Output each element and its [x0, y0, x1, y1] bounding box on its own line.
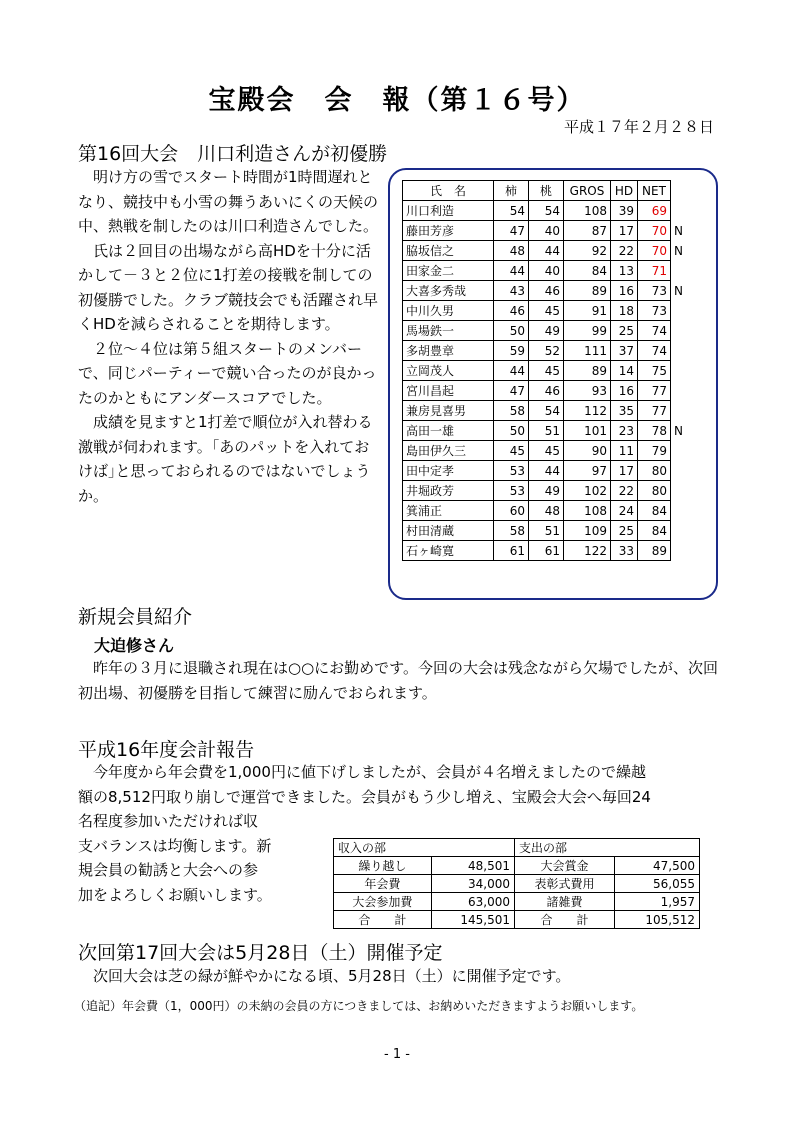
player-name: 多胡豊章 — [403, 341, 494, 361]
player-name: 兼房見喜男 — [403, 401, 494, 421]
score-gros: 93 — [564, 381, 611, 401]
score-gros: 84 — [564, 261, 611, 281]
score-flag: N — [674, 423, 683, 438]
score-net: 78 — [638, 421, 671, 441]
score-momo: 40 — [529, 221, 564, 241]
accounting-line: 規会員の勧誘と大会への参 — [78, 861, 259, 879]
player-name: 大喜多秀哉 — [403, 281, 494, 301]
accounting-line: 額の8,512円取り崩しで運営できました。会員がもう少し増え、宝殿会大会へ毎回24 — [78, 787, 651, 806]
score-gros: 99 — [564, 321, 611, 341]
score-kaki: 47 — [494, 381, 529, 401]
score-flag — [671, 501, 696, 521]
score-row — [403, 381, 696, 401]
score-hd: 24 — [611, 501, 638, 521]
score-gros: 112 — [564, 401, 611, 421]
accounting-row — [334, 893, 700, 911]
score-net: 79 — [638, 441, 671, 461]
score-kaki: 50 — [494, 421, 529, 441]
score-flag — [671, 261, 696, 281]
income-label: 大会参加費 — [334, 893, 432, 911]
score-kaki: 48 — [494, 241, 529, 261]
player-name: 田家金二 — [403, 261, 494, 281]
score-gros: 102 — [564, 481, 611, 501]
score-net: 69 — [638, 201, 671, 221]
score-row — [403, 481, 696, 501]
score-momo: 49 — [529, 321, 564, 341]
score-table-frame — [388, 168, 718, 600]
score-momo: 51 — [529, 521, 564, 541]
score-flag — [671, 381, 696, 401]
score-kaki: 53 — [494, 461, 529, 481]
score-net: 74 — [638, 321, 671, 341]
new-member-text-wrap — [78, 656, 718, 705]
score-net: 80 — [638, 481, 671, 501]
score-net: 73 — [638, 281, 671, 301]
score-kaki: 43 — [494, 281, 529, 301]
new-member-text: 昨年の３月に退職され現在は○○にお勤めです。今回の大会は残念ながら欠場でしたが、次回初出場、初優勝を目指して練習に励んでおられます。 — [78, 659, 718, 702]
score-kaki: 50 — [494, 321, 529, 341]
score-kaki: 44 — [494, 361, 529, 381]
score-net: 80 — [638, 461, 671, 481]
score-flag — [671, 321, 696, 341]
score-hd: 16 — [611, 381, 638, 401]
score-net: 75 — [638, 361, 671, 381]
article-paragraph: 氏は２回目の出場ながら高HDを十分に活かして－３と２位に1打差の接戦を制しての初優勝でした。クラブ競技会でも活躍され早くHDを減らされることを期待します。 — [78, 241, 379, 333]
score-hd: 13 — [611, 261, 638, 281]
score-momo: 45 — [529, 361, 564, 381]
score-hd: 17 — [611, 461, 638, 481]
income-value: 145,501 — [431, 911, 514, 929]
score-row — [403, 261, 696, 281]
score-momo: 46 — [529, 381, 564, 401]
score-kaki: 44 — [494, 261, 529, 281]
score-net: 74 — [638, 341, 671, 361]
score-momo: 45 — [529, 301, 564, 321]
expense-value: 56,055 — [615, 875, 700, 893]
score-kaki: 59 — [494, 341, 529, 361]
player-name: 井堀政芳 — [403, 481, 494, 501]
player-name: 宮川昌起 — [403, 381, 494, 401]
score-row — [403, 361, 696, 381]
income-label: 繰り越し — [334, 857, 432, 875]
score-row — [403, 281, 696, 301]
score-momo: 46 — [529, 281, 564, 301]
article-paragraph: 明け方の雪でスタート時間が1時間遅れとなり、競技中も小雪の舞うあいにくの天候の中、熱戦を制したのは川口利造さんでした。 — [78, 168, 379, 235]
expense-value: 105,512 — [615, 911, 700, 929]
score-gros: 97 — [564, 461, 611, 481]
score-hd: 17 — [611, 221, 638, 241]
expense-header: 支出の部 — [515, 839, 700, 857]
score-net: 89 — [638, 541, 671, 561]
score-momo: 40 — [529, 261, 564, 281]
score-flag — [671, 481, 696, 501]
article-paragraph: 成績を見ますと1打差で順位が入れ替わる激戦が伺われます。｢あのパットを入れておけば｣と思っておられるのではないでしょうか。 — [78, 413, 373, 505]
score-row — [403, 401, 696, 421]
col-flag-header — [671, 181, 696, 201]
score-flag — [671, 361, 696, 381]
score-hd: 23 — [611, 421, 638, 441]
score-momo: 49 — [529, 481, 564, 501]
new-member-name: 大迫修さん — [94, 636, 175, 655]
score-table-header — [403, 181, 696, 201]
score-gros: 111 — [564, 341, 611, 361]
player-name: 藤田芳彦 — [403, 221, 494, 241]
player-name: 高田一雄 — [403, 421, 494, 441]
income-label: 年会費 — [334, 875, 432, 893]
score-row — [403, 221, 696, 241]
score-gros: 109 — [564, 521, 611, 541]
score-kaki: 53 — [494, 481, 529, 501]
score-row — [403, 541, 696, 561]
accounting-header-row — [334, 839, 700, 857]
score-kaki: 54 — [494, 201, 529, 221]
accounting-line: 名程度参加いただければ収 — [78, 812, 259, 830]
article-paragraph: ２位～４位は第５組スタートのメンバーで、同じパーティーで競い合ったのが良かったのかともにアンダースコアでした。 — [78, 339, 377, 407]
col-momo-header: 桃 — [529, 181, 564, 201]
section-heading-next-tournament: 次回第17回大会は5月28日（土）開催予定 — [78, 942, 443, 964]
score-gros: 91 — [564, 301, 611, 321]
score-gros: 108 — [564, 501, 611, 521]
score-gros: 92 — [564, 241, 611, 261]
score-momo: 51 — [529, 421, 564, 441]
score-gros: 101 — [564, 421, 611, 441]
score-net: 77 — [638, 381, 671, 401]
score-kaki: 61 — [494, 541, 529, 561]
issue-date: 平成１７年２月２８日 — [563, 118, 714, 136]
score-hd: 14 — [611, 361, 638, 381]
score-momo: 54 — [529, 401, 564, 421]
score-row — [403, 421, 696, 441]
score-row — [403, 441, 696, 461]
score-momo: 54 — [529, 201, 564, 221]
section-heading-accounting: 平成16年度会計報告 — [78, 739, 255, 761]
accounting-line: 今年度から年会費を1,000円に値下げしましたが、会員が４名増えましたので繰越 — [93, 763, 646, 781]
score-gros: 87 — [564, 221, 611, 241]
score-flag — [671, 521, 696, 541]
next-tournament-wrap — [78, 964, 718, 989]
score-flag — [671, 401, 696, 421]
score-kaki: 46 — [494, 301, 529, 321]
score-flag: N — [674, 283, 683, 298]
player-name: 村田清蔵 — [403, 521, 494, 541]
expense-label: 表彰式費用 — [515, 875, 615, 893]
score-hd: 22 — [611, 241, 638, 261]
col-net-header: NET — [638, 181, 671, 201]
col-kaki-header: 柿 — [494, 181, 529, 201]
player-name: 馬場鉄一 — [403, 321, 494, 341]
accounting-row — [334, 911, 700, 929]
income-header: 収入の部 — [334, 839, 515, 857]
score-flag — [671, 441, 696, 461]
score-net: 84 — [638, 521, 671, 541]
score-net: 70 — [638, 221, 671, 241]
income-label: 合 計 — [334, 911, 432, 929]
score-net: 77 — [638, 401, 671, 421]
expense-label: 合 計 — [515, 911, 615, 929]
score-row — [403, 201, 696, 221]
score-row — [403, 341, 696, 361]
score-net: 71 — [638, 261, 671, 281]
player-name: 田中定孝 — [403, 461, 494, 481]
score-hd: 22 — [611, 481, 638, 501]
score-momo: 48 — [529, 501, 564, 521]
score-kaki: 47 — [494, 221, 529, 241]
expense-label: 大会賞金 — [515, 857, 615, 875]
score-hd: 39 — [611, 201, 638, 221]
score-kaki: 45 — [494, 441, 529, 461]
score-row — [403, 461, 696, 481]
next-tournament-text: 次回大会は芝の緑が鮮やかになる頃、5月28日（土）に開催予定です。 — [93, 967, 571, 985]
score-kaki: 58 — [494, 401, 529, 421]
player-name: 中川久男 — [403, 301, 494, 321]
score-table — [402, 180, 696, 561]
col-name-header: 氏 名 — [403, 181, 494, 201]
tournament-article — [78, 165, 378, 508]
score-momo: 45 — [529, 441, 564, 461]
accounting-row — [334, 857, 700, 875]
score-gros: 89 — [564, 361, 611, 381]
score-flag — [671, 201, 696, 221]
income-value: 63,000 — [431, 893, 514, 911]
score-row — [403, 501, 696, 521]
score-row — [403, 321, 696, 341]
accounting-table — [333, 838, 700, 929]
score-gros: 89 — [564, 281, 611, 301]
accounting-line: 支バランスは均衡します。新 — [78, 836, 272, 855]
page-number: - 1 - — [384, 1047, 410, 1062]
score-hd: 18 — [611, 301, 638, 321]
player-name: 島田伊久三 — [403, 441, 494, 461]
score-hd: 25 — [611, 521, 638, 541]
score-flag — [671, 301, 696, 321]
score-hd: 33 — [611, 541, 638, 561]
score-momo: 52 — [529, 341, 564, 361]
section-heading-tournament: 第16回大会 川口利造さんが初優勝 — [78, 143, 388, 165]
score-flag — [671, 541, 696, 561]
score-hd: 25 — [611, 321, 638, 341]
score-hd: 11 — [611, 441, 638, 461]
expense-value: 1,957 — [615, 893, 700, 911]
score-net: 73 — [638, 301, 671, 321]
player-name: 脇坂信之 — [403, 241, 494, 261]
score-hd: 16 — [611, 281, 638, 301]
score-flag: N — [674, 243, 683, 258]
score-momo: 61 — [529, 541, 564, 561]
score-momo: 44 — [529, 241, 564, 261]
score-kaki: 58 — [494, 521, 529, 541]
score-flag — [671, 341, 696, 361]
score-momo: 44 — [529, 461, 564, 481]
score-net: 84 — [638, 501, 671, 521]
player-name: 箕浦正 — [403, 501, 494, 521]
col-gros-header: GROS — [564, 181, 611, 201]
accounting-line: 加をよろしくお願いします。 — [78, 885, 272, 904]
score-hd: 37 — [611, 341, 638, 361]
score-gros: 122 — [564, 541, 611, 561]
section-heading-new-member: 新規会員紹介 — [78, 606, 193, 628]
newsletter-title: 宝殿会 会 報（第１６号） — [208, 85, 586, 116]
income-value: 34,000 — [431, 875, 514, 893]
score-row — [403, 241, 696, 261]
postscript-note: （追記）年会費（1，000円）の未納の会員の方につきましては、お納めいただきますようお願いします。 — [74, 999, 644, 1013]
score-hd: 35 — [611, 401, 638, 421]
player-name: 立岡茂人 — [403, 361, 494, 381]
accounting-row — [334, 875, 700, 893]
expense-value: 47,500 — [615, 857, 700, 875]
col-hd-header: HD — [611, 181, 638, 201]
score-flag — [671, 461, 696, 481]
score-flag: N — [674, 223, 683, 238]
score-kaki: 60 — [494, 501, 529, 521]
score-gros: 90 — [564, 441, 611, 461]
score-gros: 108 — [564, 201, 611, 221]
score-row — [403, 301, 696, 321]
player-name: 川口利造 — [403, 201, 494, 221]
income-value: 48,501 — [431, 857, 514, 875]
player-name: 石ヶ崎寛 — [403, 541, 494, 561]
score-row — [403, 521, 696, 541]
expense-label: 諸雑費 — [515, 893, 615, 911]
score-net: 70 — [638, 241, 671, 261]
